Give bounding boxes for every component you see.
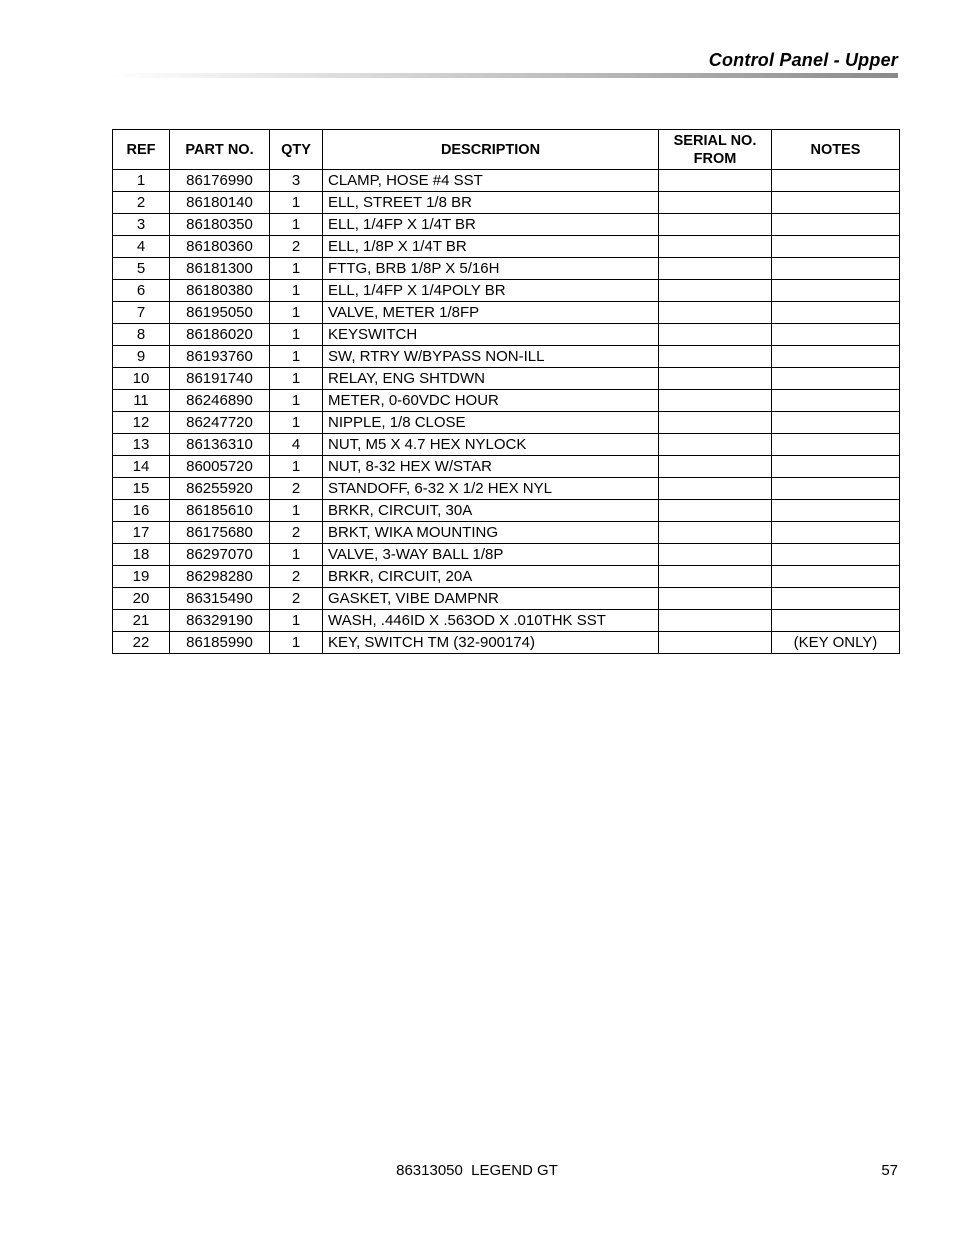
table-row [113,434,900,456]
cell-notes [772,368,900,390]
cell-serial-from [659,588,772,610]
cell-qty: 2 [270,588,323,610]
cell-serial-from [659,280,772,302]
cell-serial-from [659,236,772,258]
cell-description: NUT, 8-32 HEX W/STAR [323,456,659,478]
cell-description: VALVE, 3-WAY BALL 1/8P [323,544,659,566]
cell-ref: 6 [113,280,170,302]
cell-serial-from [659,412,772,434]
cell-part-no: 86180140 [170,192,270,214]
parts-table-body [113,170,900,654]
cell-serial-from [659,192,772,214]
cell-description: GASKET, VIBE DAMPNR [323,588,659,610]
cell-qty: 1 [270,610,323,632]
cell-ref: 8 [113,324,170,346]
cell-description: ELL, STREET 1/8 BR [323,192,659,214]
cell-part-no: 86186020 [170,324,270,346]
col-header-qty: QTY [270,130,323,170]
cell-part-no: 86247720 [170,412,270,434]
table-row [113,324,900,346]
cell-ref: 11 [113,390,170,412]
cell-serial-from [659,346,772,368]
table-row [113,610,900,632]
cell-description: RELAY, ENG SHTDWN [323,368,659,390]
cell-ref: 10 [113,368,170,390]
cell-qty: 1 [270,368,323,390]
cell-ref: 7 [113,302,170,324]
cell-part-no: 86175680 [170,522,270,544]
cell-notes [772,390,900,412]
cell-notes [772,456,900,478]
cell-description: ELL, 1/8P X 1/4T BR [323,236,659,258]
cell-serial-from [659,632,772,654]
cell-ref: 22 [113,632,170,654]
cell-notes: (KEY ONLY) [772,632,900,654]
cell-notes [772,434,900,456]
table-row [113,236,900,258]
cell-part-no: 86185990 [170,632,270,654]
cell-part-no: 86255920 [170,478,270,500]
cell-ref: 15 [113,478,170,500]
cell-notes [772,324,900,346]
table-row [113,632,900,654]
cell-part-no: 86005720 [170,456,270,478]
cell-part-no: 86298280 [170,566,270,588]
cell-serial-from [659,368,772,390]
cell-qty: 1 [270,280,323,302]
cell-notes [772,588,900,610]
cell-serial-from [659,610,772,632]
cell-description: SW, RTRY W/BYPASS NON-ILL [323,346,659,368]
cell-description: KEYSWITCH [323,324,659,346]
cell-description: FTTG, BRB 1/8P X 5/16H [323,258,659,280]
table-row [113,258,900,280]
cell-ref: 2 [113,192,170,214]
table-row [113,456,900,478]
col-header-part-no: PART NO. [170,130,270,170]
cell-serial-from [659,500,772,522]
cell-description: BRKR, CIRCUIT, 30A [323,500,659,522]
cell-serial-from [659,390,772,412]
cell-serial-from [659,258,772,280]
cell-description: NIPPLE, 1/8 CLOSE [323,412,659,434]
cell-qty: 1 [270,500,323,522]
table-row [113,302,900,324]
cell-description: ELL, 1/4FP X 1/4POLY BR [323,280,659,302]
cell-part-no: 86315490 [170,588,270,610]
cell-qty: 1 [270,544,323,566]
header-rule [112,73,898,78]
cell-part-no: 86180360 [170,236,270,258]
cell-qty: 4 [270,434,323,456]
cell-part-no: 86181300 [170,258,270,280]
table-row [113,192,900,214]
table-row [113,500,900,522]
table-row [113,280,900,302]
table-row [113,588,900,610]
cell-qty: 1 [270,324,323,346]
footer-document-id: 86313050 LEGEND GT [396,1162,558,1179]
cell-notes [772,566,900,588]
cell-part-no: 86176990 [170,170,270,192]
cell-ref: 20 [113,588,170,610]
cell-notes [772,170,900,192]
cell-qty: 1 [270,214,323,236]
cell-part-no: 86191740 [170,368,270,390]
section-title: Control Panel - Upper [708,50,898,70]
cell-qty: 1 [270,390,323,412]
table-row [113,566,900,588]
col-header-serial-no-from: SERIAL NO. FROM [659,130,772,170]
cell-part-no: 86329190 [170,610,270,632]
cell-qty: 2 [270,566,323,588]
cell-description: METER, 0-60VDC HOUR [323,390,659,412]
cell-qty: 3 [270,170,323,192]
cell-notes [772,192,900,214]
cell-description: ELL, 1/4FP X 1/4T BR [323,214,659,236]
cell-ref: 3 [113,214,170,236]
cell-ref: 5 [113,258,170,280]
col-header-notes: NOTES [772,130,900,170]
cell-ref: 9 [113,346,170,368]
cell-qty: 2 [270,236,323,258]
cell-notes [772,610,900,632]
cell-ref: 13 [113,434,170,456]
cell-ref: 17 [113,522,170,544]
table-header-row [113,130,900,170]
cell-qty: 1 [270,456,323,478]
cell-qty: 1 [270,192,323,214]
cell-qty: 1 [270,302,323,324]
cell-serial-from [659,434,772,456]
cell-serial-from [659,522,772,544]
cell-ref: 19 [113,566,170,588]
cell-part-no: 86195050 [170,302,270,324]
cell-part-no: 86246890 [170,390,270,412]
cell-qty: 1 [270,412,323,434]
cell-serial-from [659,170,772,192]
table-row [113,346,900,368]
cell-description: VALVE, METER 1/8FP [323,302,659,324]
cell-qty: 2 [270,522,323,544]
table-row [113,522,900,544]
col-header-description: DESCRIPTION [323,130,659,170]
cell-serial-from [659,478,772,500]
table-row [113,214,900,236]
cell-part-no: 86185610 [170,500,270,522]
cell-description: BRKT, WIKA MOUNTING [323,522,659,544]
cell-serial-from [659,302,772,324]
cell-notes [772,280,900,302]
cell-notes [772,302,900,324]
cell-qty: 1 [270,258,323,280]
cell-qty: 1 [270,346,323,368]
table-row [113,390,900,412]
cell-part-no: 86180380 [170,280,270,302]
cell-qty: 2 [270,478,323,500]
page-number: 57 [881,1162,898,1179]
cell-part-no: 86180350 [170,214,270,236]
table-row [113,478,900,500]
cell-part-no: 86193760 [170,346,270,368]
cell-serial-from [659,324,772,346]
cell-ref: 21 [113,610,170,632]
cell-notes [772,236,900,258]
cell-ref: 1 [113,170,170,192]
cell-notes [772,412,900,434]
table-row [113,368,900,390]
cell-qty: 1 [270,632,323,654]
cell-ref: 18 [113,544,170,566]
cell-notes [772,258,900,280]
cell-part-no: 86136310 [170,434,270,456]
cell-serial-from [659,456,772,478]
table-row [113,170,900,192]
cell-notes [772,522,900,544]
cell-notes [772,544,900,566]
cell-notes [772,478,900,500]
cell-notes [772,214,900,236]
cell-description: BRKR, CIRCUIT, 20A [323,566,659,588]
table-row [113,544,900,566]
col-header-ref: REF [113,130,170,170]
cell-description: STANDOFF, 6-32 X 1/2 HEX NYL [323,478,659,500]
cell-notes [772,346,900,368]
cell-ref: 12 [113,412,170,434]
cell-serial-from [659,214,772,236]
table-row [113,412,900,434]
cell-description: WASH, .446ID X .563OD X .010THK SST [323,610,659,632]
cell-serial-from [659,566,772,588]
cell-description: KEY, SWITCH TM (32-900174) [323,632,659,654]
cell-ref: 14 [113,456,170,478]
cell-description: CLAMP, HOSE #4 SST [323,170,659,192]
cell-ref: 16 [113,500,170,522]
cell-part-no: 86297070 [170,544,270,566]
cell-notes [772,500,900,522]
cell-ref: 4 [113,236,170,258]
cell-serial-from [659,544,772,566]
cell-description: NUT, M5 X 4.7 HEX NYLOCK [323,434,659,456]
parts-table [112,129,900,654]
